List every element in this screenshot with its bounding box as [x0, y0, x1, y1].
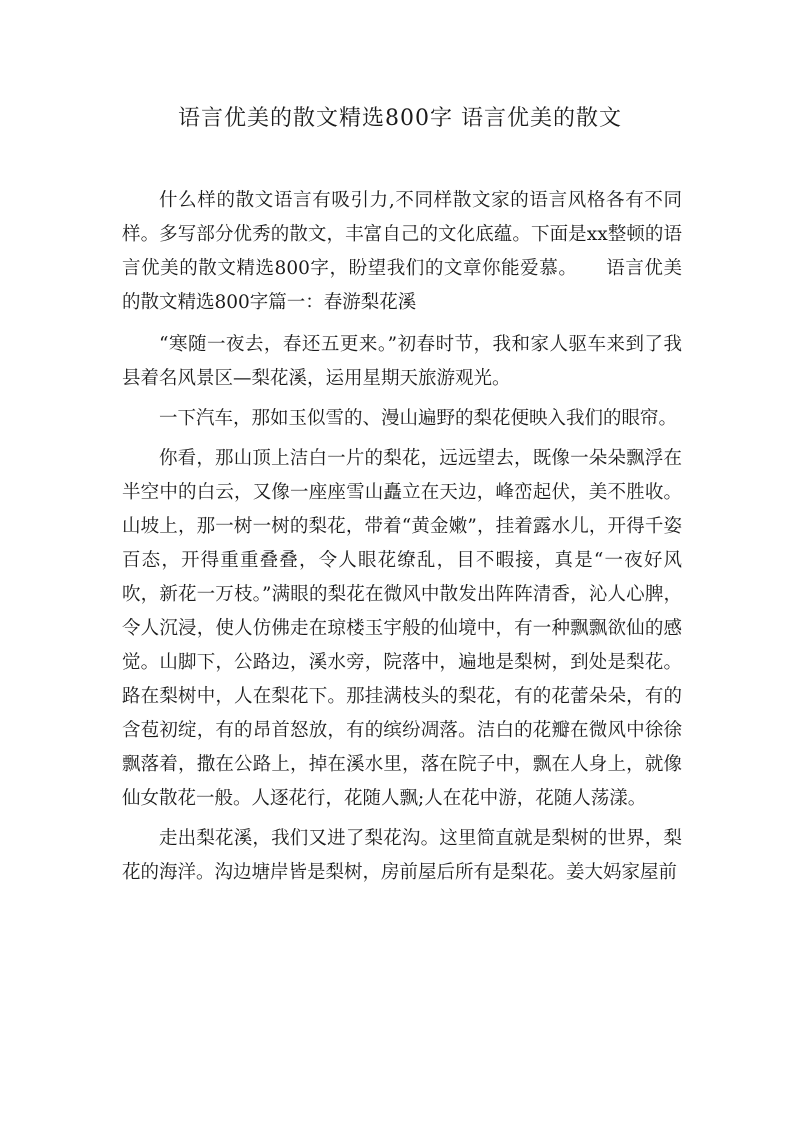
paragraph-intro: 什么样的散文语言有吸引力,不同样散文家的语言风格各有不同样。多写部分优秀的散文，丰富自己的文化底蕴。下面是xx整顿的语言优美的散文精选800字，盼望我们的文章你能爱慕。 语言优美的散文精选800字篇一：春游梨花溪 [122, 190, 682, 313]
paragraph-4: 你看，那山顶上洁白一片的梨花，远远望去，既像一朵朵飘浮在半空中的白云，又像一座座雪山矗立在天边，峰峦起伏，美不胜收。山坡上，那一树一树的梨花，带着“黄金嫩”，挂着露水儿，开得千姿百态，开得重重叠叠，令人眼花缭乱，目不暇接，真是“一夜好风吹，新花一万枝。”满眼的梨花在微风中散发出阵阵清香，沁人心脾，令人沉浸，使人仿佛走在琼楼玉宇般的仙境中，有一种飘飘欲仙的感觉。山脚下，公路边，溪水旁，院落中，遍地是梨树，到处是梨花。路在梨树中，人在梨花下。那挂满枝头的梨花，有的花蕾朵朵，有的含苞初绽，有的昂首怒放，有的缤纷凋落。洁白的花瓣在微风中徐徐飘落着，撒在公路上，掉在溪水里，落在院子中，飘在人身上，就像仙女散花一般。人逐花行，花随人飘;人在花中游，花随人荡漾。 [122, 448, 682, 809]
paragraph-5: 走出梨花溪，我们又进了梨花沟。这里简直就是梨树的世界，梨花的海洋。沟边塘岸皆是梨树，房前屋后所有是梨花。姜大妈家屋前 [122, 828, 682, 883]
paragraph-2: “寒随一夜去，春还五更来。”初春时节，我和家人驱车来到了我县着名风景区—梨花溪，运用星期天旅游观光。 [122, 334, 682, 389]
article-body [122, 184, 682, 896]
page-title: 语言优美的散文精选800字 语言优美的散文 [178, 106, 622, 131]
paragraph-3: 一下汽车，那如玉似雪的、漫山遍野的梨花便映入我们的眼帘。 [159, 408, 678, 429]
